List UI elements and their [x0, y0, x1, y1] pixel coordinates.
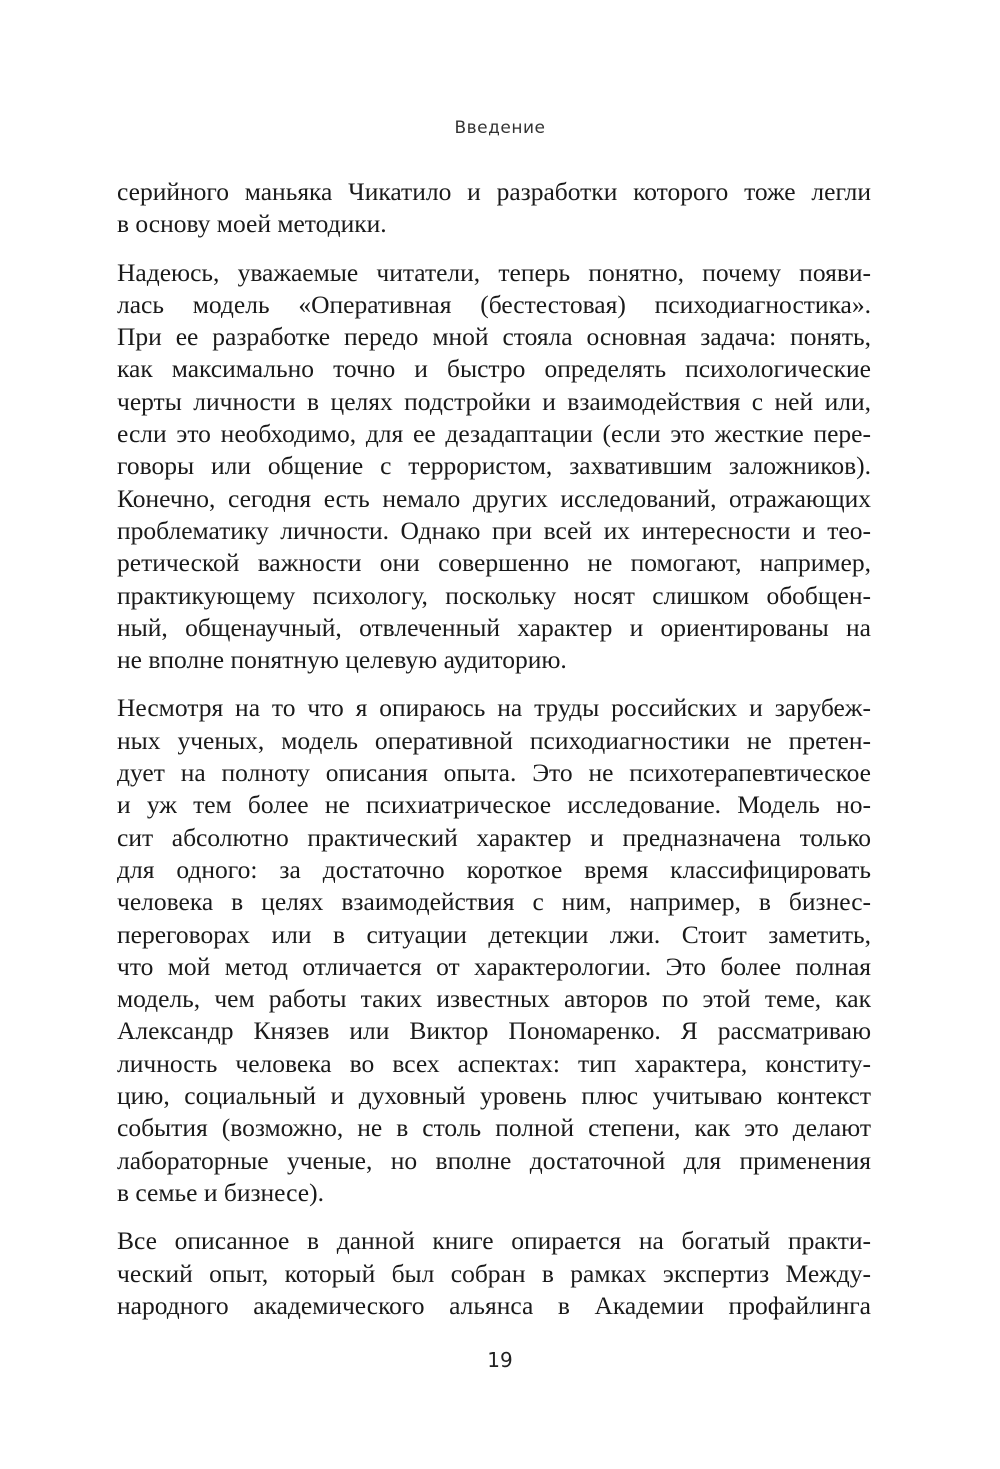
text-line: народного академического альянса в Академии профайлинга [117, 1290, 871, 1320]
text-line: переговорах или в ситуации детекции лжи. Стоит заметить, [117, 919, 871, 949]
text-line: ческий опыт, который был собран в рамках экспертиз Между- [117, 1258, 871, 1288]
running-header: Введение [454, 118, 546, 138]
page-number: 19 [487, 1348, 513, 1372]
text-line: если это необходимо, для ее дезадаптации (если это жесткие пере- [117, 419, 871, 449]
text-line: и уж тем более не психиатрическое исследование. Модель но- [117, 790, 871, 820]
text-line: цию, социальный и духовный уровень плюс учитываю контекст [117, 1081, 871, 1111]
paragraph [117, 1225, 871, 1322]
text-line: в семье и бизнесе). [117, 1177, 324, 1207]
text-line: не вполне понятную целевую аудиторию. [117, 645, 567, 675]
text-line: Александр Князев или Виктор Пономаренко. Я рассматриваю [117, 1016, 871, 1046]
text-line: При ее разработке передо мной стояла основная задача: понять, [117, 322, 871, 352]
text-line: лабораторные ученые, но вполне достаточной для применения [117, 1145, 871, 1175]
paragraph [117, 257, 871, 677]
text-line: события (возможно, не в столь полной степени, как это делают [117, 1113, 871, 1143]
text-line: в основу моей методики. [117, 209, 387, 239]
text-line: модель, чем работы таких известных авторов по этой теме, как [117, 984, 871, 1014]
text-line: лась модель «Оперативная (бестестовая) психодиагностика». [117, 289, 871, 319]
text-line: черты личности в целях подстройки и взаимодействия с ней или, [117, 386, 871, 416]
text-line: ных ученых, модель оперативной психодиагностики не претен- [117, 725, 871, 755]
text-line: серийного маньяка Чикатило и разработки которого тоже легли [117, 177, 871, 206]
text-line: сит абсолютно практический характер и предназначена только [117, 822, 871, 852]
text-line: как максимально точно и быстро определять психологические [117, 354, 871, 384]
paragraph [117, 692, 871, 1209]
text-line: ретической важности они совершенно не помогают, например, [117, 548, 871, 578]
text-line: говоры или общение с террористом, захватившим заложников). [117, 451, 871, 481]
text-line: личность человека во всех аспектах: тип характера, конститу- [117, 1048, 871, 1078]
text-line: дует на полноту описания опыта. Это не психотерапевтическое [117, 758, 871, 788]
text-line: для одного: за достаточно короткое время классифицировать [117, 854, 871, 884]
body-text [117, 176, 871, 1338]
text-line: практикующему психологу, поскольку носят слишком обобщен- [117, 580, 871, 610]
text-line: Все описанное в данной книге опирается на богатый практи- [117, 1226, 871, 1256]
text-line: Несмотря на то что я опираюсь на труды российских и зарубеж- [117, 693, 871, 723]
text-line: человека в целях взаимодействия с ним, например, в бизнес- [117, 887, 871, 917]
text-line: Надеюсь, уважаемые читатели, теперь понятно, почему появи- [117, 257, 871, 287]
text-line: ный, общенаучный, отвлеченный характер и ориентированы на [117, 612, 871, 642]
text-line: что мой метод отличается от характерологии. Это более полная [117, 951, 871, 981]
text-line: проблематику личности. Однако при всей их интересности и тео- [117, 515, 871, 545]
paragraph [117, 176, 871, 241]
text-line: Конечно, сегодня есть немало других исследований, отражающих [117, 483, 871, 513]
